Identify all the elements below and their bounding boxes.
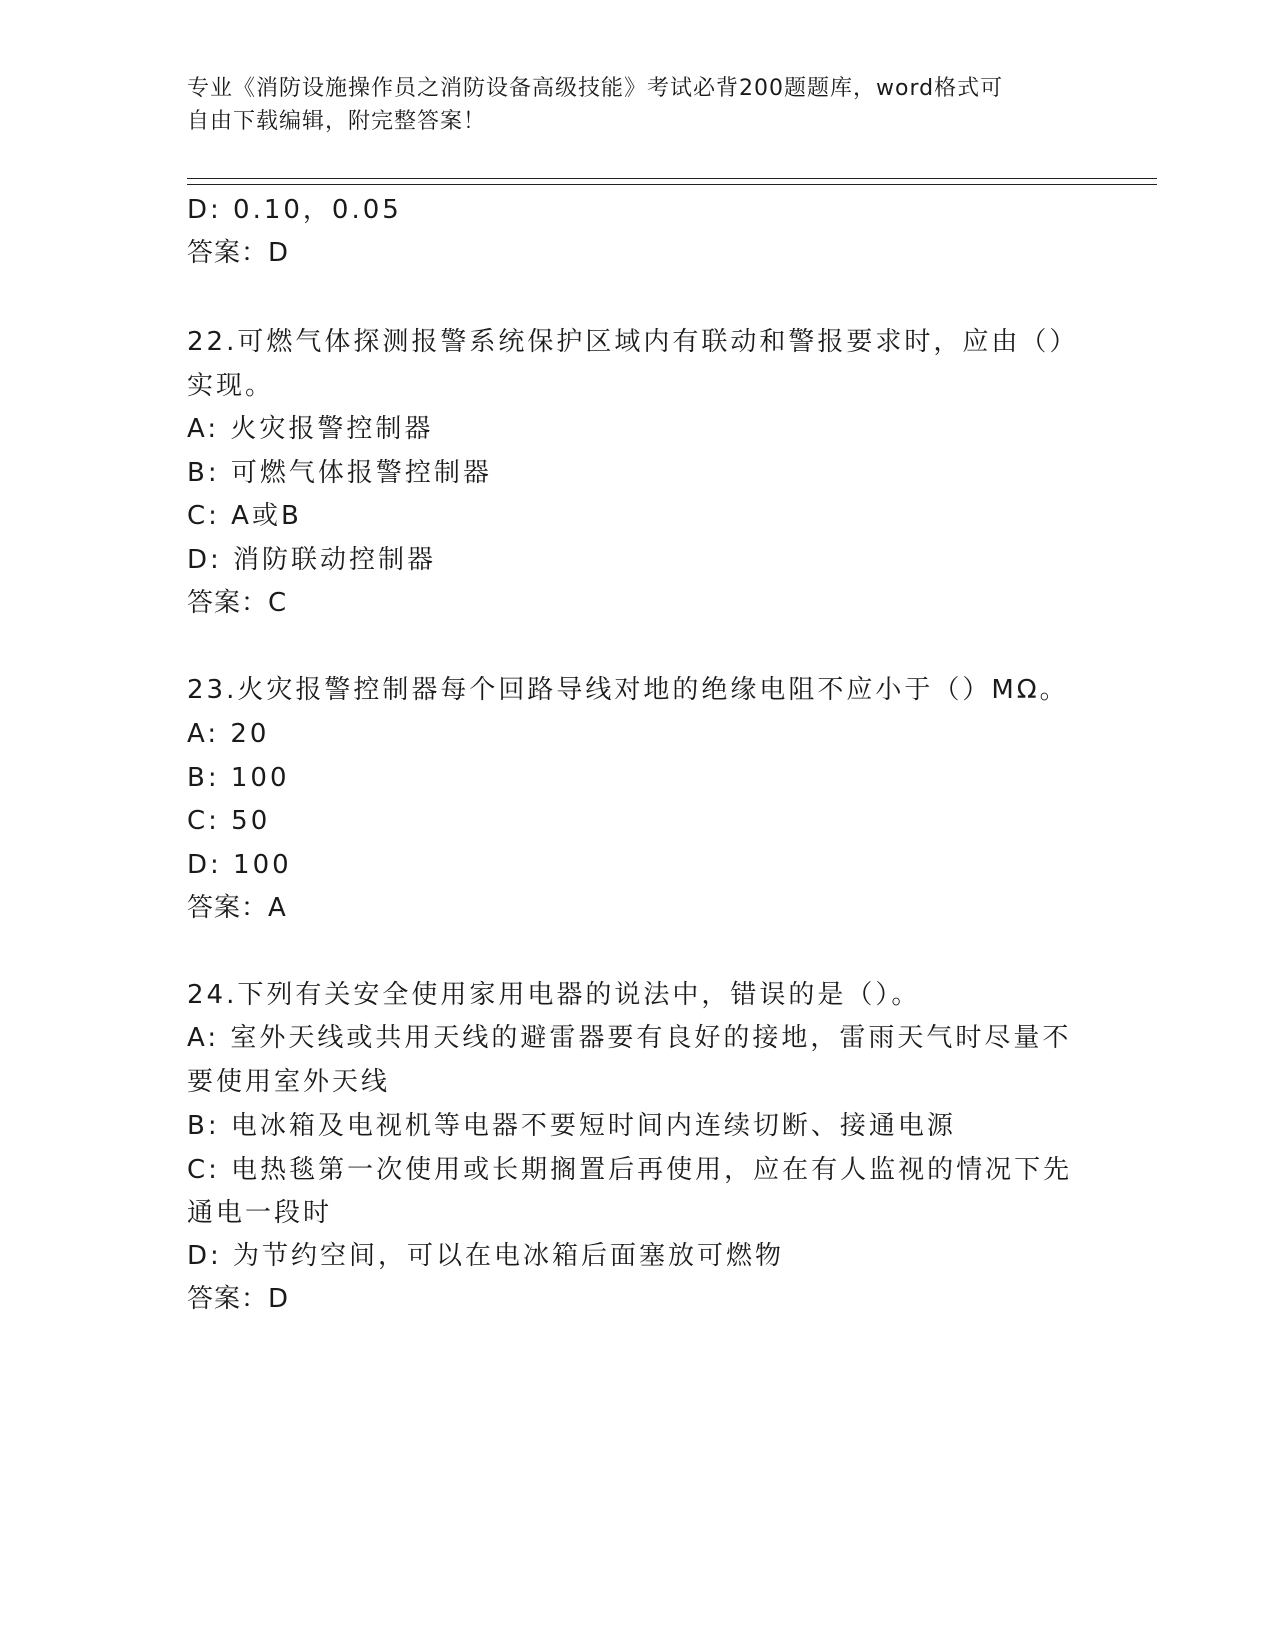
q24-answer: 答案：D [187, 1284, 290, 1314]
q23-answer: 答案：A [187, 893, 287, 923]
document-header [187, 72, 1087, 138]
q23-option-c: C: 50 [187, 806, 271, 836]
q23-option-a: A: 20 [187, 719, 270, 749]
q22-answer: 答案：C [187, 588, 288, 618]
header-divider-top [187, 178, 1157, 179]
q21-answer: 答案：D [187, 238, 290, 268]
q24-option-a-line-2: 要使用室外天线 [187, 1067, 391, 1097]
header-divider-bottom [187, 184, 1157, 185]
q24-option-a-line-1: A: 室外天线或共用天线的避雷器要有良好的接地，雷雨天气时尽量不 [187, 1023, 1072, 1053]
q22-stem-line-1: 22.可燃气体探测报警系统保护区域内有联动和警报要求时，应由（） [187, 327, 1079, 357]
q23-option-b: B: 100 [187, 763, 290, 793]
q24-stem: 24.下列有关安全使用家用电器的说法中，错误的是（）。 [187, 980, 921, 1010]
header-line-1: 专业《消防设施操作员之消防设备高级技能》考试必背200题题库，word格式可 [187, 76, 1004, 101]
q22-option-c: C: A或B [187, 501, 302, 531]
q24-option-c-line-1: C: 电热毯第一次使用或长期搁置后再使用，应在有人监视的情况下先 [187, 1155, 1073, 1185]
q24-option-c-line-2: 通电一段时 [187, 1198, 333, 1228]
q22-option-b: B: 可燃气体报警控制器 [187, 458, 492, 488]
q24-option-b: B: 电冰箱及电视机等电器不要短时间内连续切断、接通电源 [187, 1111, 956, 1141]
q23-option-d: D: 100 [187, 850, 292, 880]
q23-stem: 23.火灾报警控制器每个回路导线对地的绝缘电阻不应小于（）MΩ。 [187, 675, 1069, 705]
q22-option-a: A: 火灾报警控制器 [187, 414, 434, 444]
q22-stem-line-2: 实现。 [187, 371, 275, 401]
header-line-2: 自由下载编辑，附完整答案！ [187, 109, 487, 134]
q21-option-d: D: 0.10，0.05 [187, 195, 402, 225]
q24-option-d: D: 为节约空间，可以在电冰箱后面塞放可燃物 [187, 1241, 785, 1271]
q22-option-d: D: 消防联动控制器 [187, 545, 437, 575]
